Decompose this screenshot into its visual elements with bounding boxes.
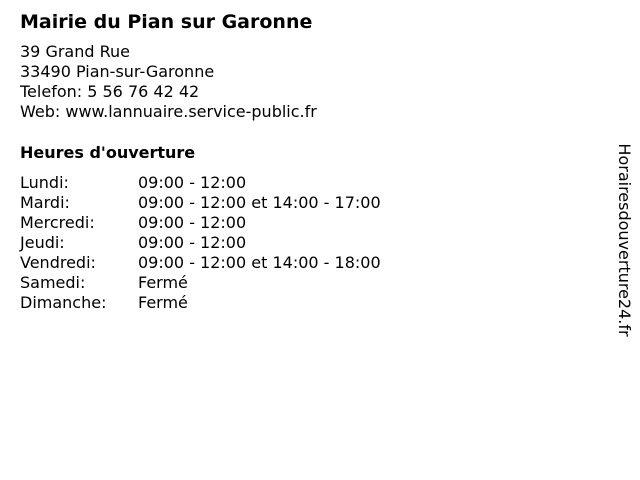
page-title: Mairie du Pian sur Garonne [20,11,313,33]
website-link[interactable]: Web: www.lannuaire.service-public.fr [20,102,317,121]
business-card [20,10,600,313]
hours-heading: Heures d'ouverture [20,143,196,162]
hours-day: Samedi: [20,273,86,292]
hours-day: Mardi: [20,193,70,212]
hours-row-mercredi [20,213,600,233]
hours-day: Mercredi: [20,213,95,232]
hours-day: Vendredi: [20,253,96,272]
hours-day: Dimanche: [20,293,107,312]
address-block [20,42,600,122]
hours-row-lundi [20,173,600,193]
site-watermark: Horairesdouverture24.fr [615,143,634,337]
hours-time: Fermé [138,273,188,292]
hours-row-mardi [20,193,600,213]
hours-time: Fermé [138,293,188,312]
hours-row-jeudi [20,233,600,253]
street-address: 39 Grand Rue [20,42,130,61]
hours-row-vendredi [20,253,600,273]
hours-time: 09:00 - 12:00 [138,213,247,232]
phone-number: Telefon: 5 56 76 42 42 [20,82,200,101]
hours-table [20,173,600,313]
hours-time: 09:00 - 12:00 et 14:00 - 17:00 [138,193,381,212]
hours-time: 09:00 - 12:00 [138,173,247,192]
hours-time: 09:00 - 12:00 [138,233,247,252]
hours-day: Jeudi: [20,233,65,252]
city-address: 33490 Pian-sur-Garonne [20,62,215,81]
hours-row-dimanche [20,293,600,313]
hours-day: Lundi: [20,173,69,192]
hours-row-samedi [20,273,600,293]
hours-time: 09:00 - 12:00 et 14:00 - 18:00 [138,253,381,272]
